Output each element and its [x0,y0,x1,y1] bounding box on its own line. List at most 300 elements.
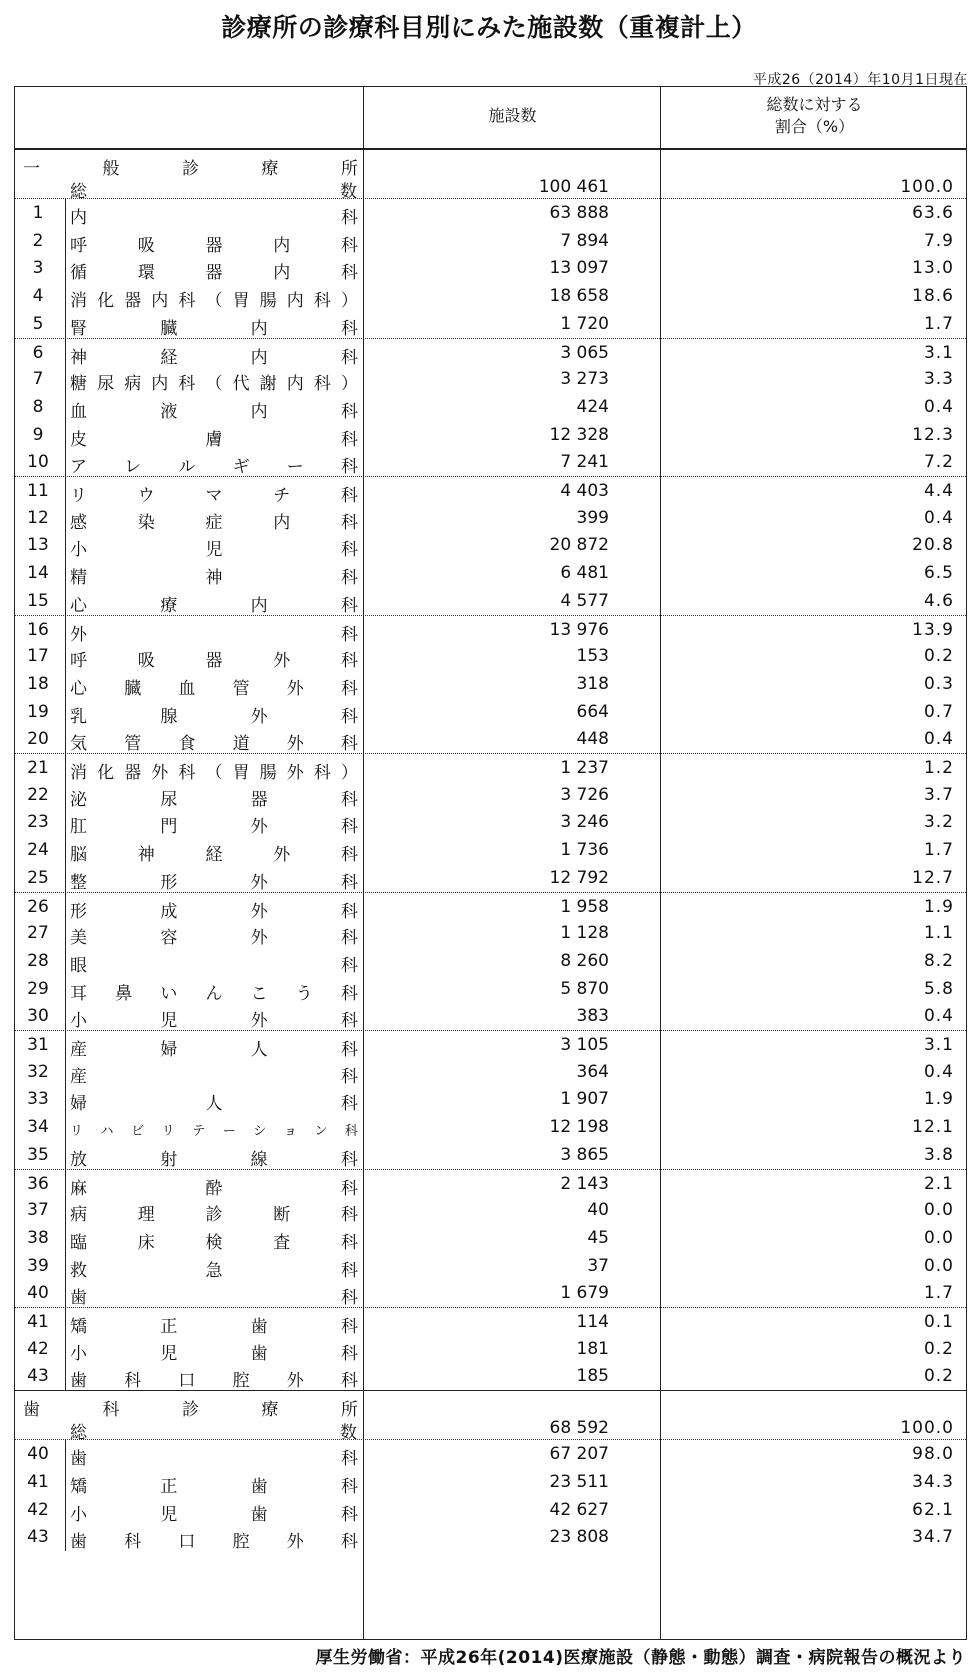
facility-count: 23 808 [549,1527,609,1548]
label-char: ー [286,457,304,478]
label-char: 門 [160,817,178,838]
header-ratio [662,94,967,138]
label-char: 矯 [70,1476,87,1497]
label-char: 療 [160,595,178,616]
facility-count: 13 976 [549,619,609,640]
label-char: 臓 [124,678,142,699]
label-char: 外 [250,872,268,893]
specialty-label [70,646,358,671]
row-number: 32 [27,1061,49,1082]
row-number: 9 [32,424,44,445]
label-char: 婦 [160,1040,178,1060]
label-char: 科 [340,734,358,755]
table-row [15,365,966,394]
label-char: 人 [205,1094,223,1115]
facility-count: 42 627 [549,1499,609,1520]
percent-of-total: 34.7 [912,1527,954,1548]
table-row [15,310,966,339]
specialty-label [70,425,358,450]
row-number: 42 [27,1338,49,1359]
specialty-label [70,1312,358,1337]
total-label-right: 数 [340,1423,357,1444]
label-char: 科 [340,678,358,699]
facility-count: 12 792 [549,867,609,888]
label-char: 科 [341,486,358,506]
label-char: 尿 [160,789,178,810]
label-char: 呼 [70,651,87,672]
specialty-label [70,1500,358,1525]
specialty-label [70,979,358,1004]
facility-count: 12 328 [549,424,609,445]
label-char: 婦 [70,1094,87,1115]
label-char: ル [178,457,196,478]
specialty-label [70,1366,358,1391]
label-char: テ [192,1124,206,1140]
row-number: 8 [32,396,44,417]
row-number: 30 [27,1006,49,1027]
label-char: 経 [160,347,178,368]
percent-of-total: 1.9 [923,896,954,917]
label-char: ウ [137,486,155,506]
label-char: い [160,983,178,1004]
label-char: 科 [340,872,358,893]
row-number: 13 [27,535,49,556]
row-number: 11 [27,481,49,501]
percent-of-total: 7.9 [923,230,954,251]
label-char: 科 [178,763,196,783]
heading-char: 科 [102,1400,120,1421]
specialty-label [70,1035,358,1060]
specialty-label [70,343,358,368]
label-char: 断 [273,1205,291,1226]
label-char: リ [70,486,87,506]
specialty-label [70,897,358,922]
label-char: 耳 [70,983,87,1004]
label-char: 人 [250,1040,268,1060]
percent-of-total: 0.2 [923,1366,954,1387]
specialty-label [70,452,358,477]
row-number: 20 [27,729,49,750]
row-number: 5 [32,313,44,334]
label-char: 科 [341,1260,358,1281]
label-char: 腔 [232,1532,250,1553]
label-char: 児 [160,1011,178,1032]
table-row [15,698,966,727]
label-char: 急 [205,1260,223,1281]
label-char: ギ [232,457,250,478]
label-char: 吸 [137,651,155,672]
table-row [15,1224,966,1253]
label-char: 臓 [160,318,178,339]
table-row [15,1523,966,1552]
label-char: ん [205,983,223,1004]
row-number: 41 [27,1312,49,1332]
heading-char: 診 [182,1400,199,1421]
row-number: 17 [27,646,49,667]
row-number: 43 [27,1527,49,1548]
row-number: 14 [27,563,49,584]
facility-count: 3 865 [560,1144,609,1165]
label-char: 腺 [160,706,178,727]
row-number: 1 [32,203,44,223]
label-char: 皮 [70,429,87,450]
label-char: 児 [160,1343,178,1364]
label-char: 内 [250,347,268,368]
specialty-label [70,702,358,727]
label-char: 器 [124,763,142,783]
specialty-label [70,1228,358,1253]
specialty-label [70,1174,358,1199]
specialty-label [70,1089,358,1114]
number-column-divider [65,1440,66,1551]
label-char: 器 [205,651,223,672]
label-char: 症 [205,512,223,533]
label-char: 科 [340,401,358,422]
percent-of-total: 13.0 [912,258,954,279]
percent-of-total: 1.1 [923,923,954,944]
label-char: 科 [341,1178,358,1199]
label-char: 科 [341,1066,358,1087]
row-number: 39 [27,1255,49,1276]
label-char: 射 [160,1149,178,1170]
label-char: 科 [340,1476,358,1497]
row-number: 15 [27,590,49,611]
label-char: 歯 [70,1288,87,1309]
label-char: ョ [283,1124,297,1140]
label-char: 査 [273,1232,291,1253]
specialty-label [70,1256,358,1281]
label-char: 腸 [259,763,277,783]
heading-char: 療 [261,159,279,179]
table-row [15,421,966,450]
percent-of-total: 3.2 [923,812,954,833]
label-char: 外 [286,1532,304,1553]
label-char: 内 [273,235,291,256]
label-char: 精 [70,568,87,589]
label-char: 正 [160,1317,178,1337]
facility-count: 12 198 [549,1117,609,1138]
facility-count: 20 872 [549,535,609,556]
table-row [15,1169,966,1199]
label-char: 矯 [70,1317,87,1337]
table-row [15,615,966,645]
header-count: 施設数 [488,106,537,125]
row-number: 21 [27,758,49,778]
label-char: 脳 [70,845,87,866]
percent-of-total: 3.7 [923,784,954,805]
specialty-label [70,369,358,394]
label-char: 科 [341,1449,358,1470]
total-percent: 100.0 [900,1418,954,1439]
facility-count: 4 403 [560,481,609,501]
row-number: 2 [32,230,44,251]
percent-of-total: 63.6 [912,203,954,223]
table-row [15,947,966,976]
label-char: 病 [124,374,142,395]
specialty-label [70,729,358,754]
facility-count: 63 888 [549,203,609,223]
label-char: 形 [160,872,178,893]
label-char: 心 [70,678,87,699]
label-char: 膚 [205,429,223,450]
label-char: 児 [205,540,223,561]
table-row [15,559,966,588]
label-char: 心 [70,595,87,616]
label-char: 化 [97,291,115,312]
label-char: 小 [70,1504,87,1525]
label-char: 科 [341,1232,358,1253]
specialty-label [70,620,358,645]
label-char: 科 [178,374,196,395]
label-char: レ [124,457,142,478]
specialty-label [70,840,358,865]
label-char: 診 [205,1205,223,1226]
label-char: 科 [340,706,358,727]
label-char: 麻 [70,1178,87,1199]
label-char: 腎 [70,318,87,339]
heading-char: 歯 [23,1400,40,1421]
table-row [15,504,966,533]
specialty-label [70,314,358,339]
label-char: 科 [178,291,196,312]
table-row [15,199,966,228]
label-char: 科 [341,845,358,866]
facility-count: 5 870 [560,978,609,999]
label-char: 管 [232,678,250,699]
table-row [15,975,966,1004]
label-char: 容 [160,928,178,949]
label-char: 内 [273,512,291,533]
label-char: 科 [340,1343,358,1364]
specialty-label [70,1200,358,1225]
label-char: 歯 [250,1504,268,1525]
page-title: 診療所の診療科目別にみた施設数（重複計上） [221,13,757,42]
label-char: ア [70,457,87,478]
label-char: 代 [232,374,250,395]
label-char: 食 [178,734,196,755]
percent-of-total: 0.2 [923,646,954,667]
total-count: 68 592 [549,1418,609,1439]
facility-count: 664 [576,701,609,722]
table-row [15,476,966,506]
label-char: ） [340,374,358,395]
label-char: マ [205,486,223,506]
specialty-label [70,923,358,948]
facility-count: 2 143 [560,1173,609,1194]
percent-of-total: 62.1 [912,1499,954,1520]
label-char: 科 [341,1094,358,1115]
label-char: 管 [124,734,142,755]
table-row [15,1085,966,1114]
table-row [15,338,966,368]
table-row [15,1113,966,1142]
label-char: 理 [137,1205,155,1226]
specialty-label [70,674,358,699]
label-char: 科 [341,263,358,284]
label-char: 器 [205,235,223,256]
facility-count: 13 097 [549,258,609,279]
label-char: 気 [70,734,87,755]
row-number: 7 [32,369,44,390]
source-note: 厚生労働省：平成26年(2014)医療施設（静態・動態）調査・病院報告の概況より [315,1648,966,1668]
label-char: 科 [340,1371,358,1392]
label-char: 小 [70,540,87,561]
label-char: 科 [340,595,358,616]
label-char: 外 [70,624,87,645]
percent-of-total: 13.9 [912,619,954,640]
label-char: 小 [70,1343,87,1364]
label-char: 産 [70,1040,87,1060]
label-char: 神 [137,845,155,866]
label-char: 外 [250,901,268,922]
facility-count: 1 958 [560,896,609,917]
table-header [15,87,966,149]
facility-count: 4 577 [560,590,609,611]
label-char: 科 [340,817,358,838]
total-label-left: 総 [70,182,87,202]
label-char: 内 [286,291,304,312]
label-char: 歯 [70,1449,87,1470]
table-row [15,670,966,699]
row-number: 34 [27,1117,49,1138]
percent-of-total: 0.4 [923,1006,954,1027]
label-char: 器 [250,789,268,810]
label-char: 科 [341,651,358,672]
total-percent: 100.0 [900,177,954,197]
specialty-label [70,397,358,422]
percent-of-total: 0.0 [923,1227,954,1248]
row-number: 42 [27,1499,49,1520]
specialty-label [70,508,358,533]
total-label-right: 数 [340,182,357,202]
table-row [15,919,966,948]
label-char: チ [273,486,291,506]
label-char: 外 [286,734,304,755]
heading-char: 所 [341,159,358,179]
percent-of-total: 6.5 [923,563,954,584]
facility-count: 1 736 [560,840,609,861]
percent-of-total: 0.4 [923,1061,954,1082]
label-char: （ [205,763,223,783]
specialty-label [70,481,358,506]
label-char: 神 [70,347,87,368]
label-char: 乳 [70,706,87,727]
label-char: 科 [341,235,358,256]
label-char: う [295,983,313,1004]
facility-count: 1 907 [560,1089,609,1110]
label-char: 救 [70,1260,87,1281]
facility-count: 153 [576,646,609,667]
specialty-label [70,785,358,810]
label-char: 整 [70,872,87,893]
label-char: 染 [137,512,155,533]
label-char: 検 [205,1232,223,1253]
label-char: 胃 [232,291,250,312]
label-char: 液 [160,401,178,422]
label-char: 肛 [70,817,87,838]
label-char: 感 [70,512,87,533]
label-char: 内 [286,374,304,395]
specialty-label [70,951,358,976]
label-char: 歯 [250,1317,268,1337]
header-ratio-line1: 総数に対する [766,95,863,114]
table-row [15,531,966,560]
label-char: 神 [205,568,223,589]
percent-of-total: 0.4 [923,729,954,750]
label-char: 道 [232,734,250,755]
specialty-label [70,591,358,616]
general-section-header [15,149,966,202]
specialty-label [70,1283,358,1308]
percent-of-total: 7.2 [923,452,954,473]
percent-of-total: 5.8 [923,978,954,999]
label-char: 線 [250,1149,268,1170]
table-row [15,1307,966,1337]
table-row [15,448,966,477]
row-number: 31 [27,1035,49,1055]
label-char: 科 [341,429,358,450]
label-char: 環 [137,263,155,284]
facility-count: 37 [587,1255,609,1276]
label-char: 放 [70,1149,87,1170]
number-column-divider [65,199,66,1390]
facility-count: 448 [576,729,609,750]
label-char: 科 [341,624,358,645]
percent-of-total: 1.2 [923,758,954,778]
label-char: こ [250,983,268,1004]
label-char: 化 [97,763,115,783]
label-char: 謝 [259,374,277,395]
label-char: 内 [70,208,87,228]
table-row [15,393,966,422]
specialty-label [70,286,358,311]
label-char: 科 [340,983,358,1004]
label-char: 床 [137,1232,155,1253]
label-char: 内 [250,401,268,422]
label-char: 科 [341,512,358,533]
facility-count: 399 [576,507,609,528]
label-char: 科 [340,928,358,949]
label-char: 科 [313,374,331,395]
row-number: 38 [27,1227,49,1248]
table-row [15,1279,966,1308]
label-char: 美 [70,928,87,949]
facility-count: 318 [576,673,609,694]
label-char: 小 [70,1011,87,1032]
facility-table [14,86,967,1640]
facility-count: 1 720 [560,313,609,334]
table-row [15,1141,966,1170]
facility-count: 1 237 [560,758,609,778]
label-char: シ [253,1124,267,1140]
table-row [15,642,966,671]
label-char: 科 [340,318,358,339]
label-char: 眼 [70,955,87,976]
table-row [15,1252,966,1281]
percent-of-total: 1.7 [923,1283,954,1304]
facility-count: 3 246 [560,812,609,833]
label-char: 病 [70,1205,87,1226]
label-char: 内 [151,374,169,395]
row-number: 37 [27,1200,49,1221]
row-number: 10 [27,452,49,473]
label-char: 鼻 [115,983,133,1004]
percent-of-total: 0.0 [923,1200,954,1221]
label-char: 腸 [259,291,277,312]
table-row [15,725,966,754]
facility-count: 40 [587,1200,609,1221]
table-row [15,808,966,837]
